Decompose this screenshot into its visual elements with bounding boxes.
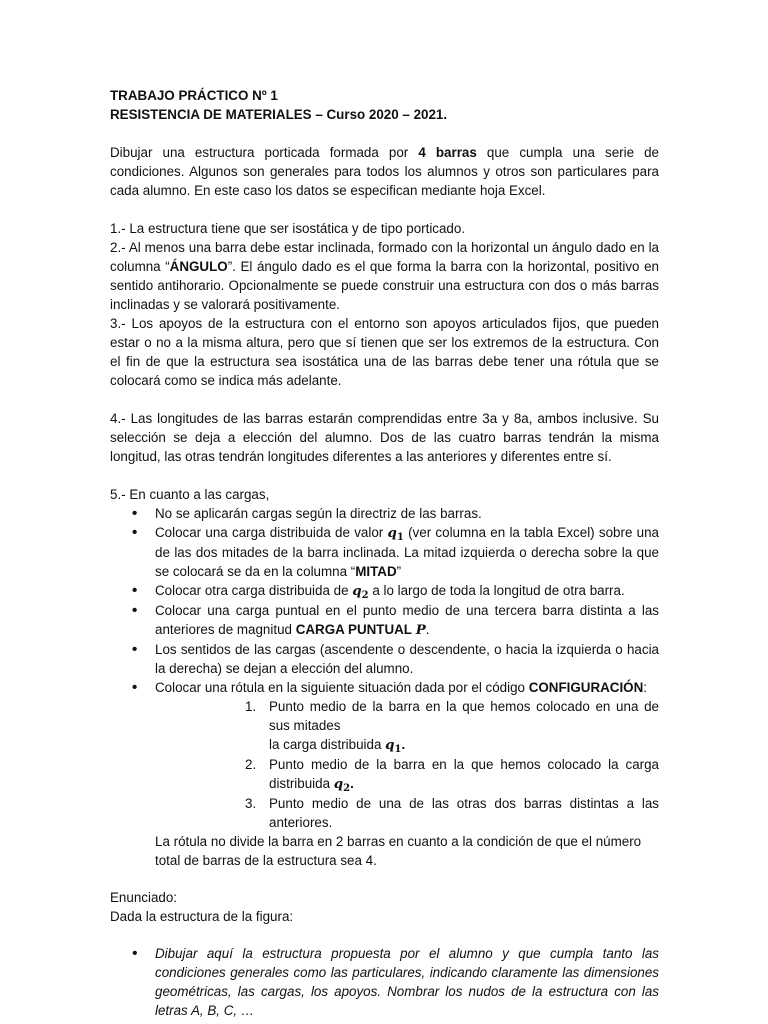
- condition-3: 3.- Los apoyos de la estructura con el entorno son apoyos articulados fijos, que pueden estar o no a la misma altura, pero que sí tienen que ser los extremos de la estructura. Con el fin de que la estructura sea isostática una de las barras debe tener una rótula que se colocará como se indica más adelante.: [110, 316, 659, 388]
- document-subtitle: RESISTENCIA DE MATERIALES – Curso 2020 – 2021.: [110, 107, 448, 122]
- list-item: [110, 581, 659, 601]
- loads-list: [110, 504, 659, 832]
- load-text: Colocar otra carga distribuida de: [155, 583, 353, 598]
- condition-1: 1.- La estructura tiene que ser isostática y de tipo porticado.: [110, 221, 466, 236]
- condition-2: [110, 238, 659, 314]
- list-item: 1. Punto medio de la barra en la que hemos colocado en una de sus mitades la carga distribuida $q_1$.: [245, 699, 659, 755]
- intro-bold: 4 barras: [418, 145, 477, 160]
- load-bold: CARGA PUNTUAL: [295, 622, 412, 637]
- load-text: No se aplicarán cargas según la directriz de las barras.: [155, 506, 482, 521]
- condition-2-bold: ÁNGULO: [169, 259, 228, 274]
- math-q1: $q_1$: [387, 525, 404, 543]
- list-item: [110, 504, 659, 523]
- list-item: 2. Punto medio de la barra en la que hemos colocado la carga distribuida $q_2$.: [245, 757, 659, 794]
- list-item: 3. Punto medio de una de las otras dos barras distintas a las anteriores.: [245, 796, 659, 830]
- condition-4: 4.- Las longitudes de las barras estarán comprendidas entre 3a y 8a, ambos inclusive. Su selección se deja a elección del alumno. Dos de las cuatro barras tendrán la misma longitud, las otras tendrán longitudes diferentes a las anteriores y diferentes entre sí.: [110, 411, 659, 464]
- list-item: • Colocar una carga puntual en el punto medio de una tercera barra distinta a las anteriores de magnitud CARGA PUNTUAL P.: [110, 601, 659, 640]
- math-q2: $q_2$: [333, 776, 351, 794]
- list-item: • Colocar una carga distribuida de valor $q_1$ (ver columna en la tabla Excel) sobre una de las dos mitades de la barra inclinada. La mitad izquierda o derecha sobre la que se colocará se da en la columna “MITAD”: [110, 523, 659, 581]
- condition-2-text: 2.- Al menos una barra debe estar inclinada, formado con la horizontal un ángulo dado en la columna “: [110, 240, 659, 274]
- math-q2: $q_2$: [352, 583, 369, 601]
- load-text: Colocar una carga puntual en el punto medio de una tercera barra distinta a las anteriores de magnitud: [155, 603, 659, 637]
- load-text: Los sentidos de las cargas (ascendente o descendente, o hacia la izquierda o hacia la derecha) se dejan a elección del alumno.: [155, 642, 659, 676]
- list-item: [110, 944, 659, 1020]
- intro-text-cont: que cumpla una serie de condiciones. Algunos son generales para todos los alumnos y otros son particulares para cada alumno. En este caso los datos se especifican mediante hoja Excel.: [110, 145, 659, 198]
- load-bold: MITAD: [355, 564, 397, 579]
- condition-2-text-cont: ”. El ángulo dado es el que forma la barra con la horizontal, positivo en sentido antihorario. Opcionalmente se puede construir una estructura con dos o más barras inclinadas y se valorará positivamente.: [110, 259, 659, 312]
- list-item: • Colocar una rótula en la siguiente situación dada por el código CONFIGURACIÓN: 1. Punto medio de la barra en la que hemos colocado en una de sus mitades la carga distribuida $q_1$. 2. Punto medio de la barra en la que hemos colocado la carga distribuida $q_2$. 3. Punto medio de una de las otras dos barras distintas a las anteriores.: [110, 678, 659, 832]
- instruction-list: [110, 944, 659, 1020]
- load-text: Colocar una carga distribuida de valor: [155, 525, 388, 540]
- document-body: [110, 86, 659, 1020]
- statement-text: Dada la estructura de la figura:: [110, 909, 294, 924]
- condition-5: 5.- En cuanto a las cargas,: [110, 487, 270, 502]
- list-item: [110, 640, 659, 678]
- intro-paragraph: [110, 143, 659, 200]
- document-title: TRABAJO PRÁCTICO Nº 1: [110, 88, 278, 103]
- statement-label: Enunciado:: [110, 890, 178, 905]
- load-bold: CONFIGURACIÓN: [528, 680, 644, 695]
- hinge-options-list: [155, 697, 659, 832]
- instruction-text: Dibujar aquí la estructura propuesta por el alumno y que cumpla tanto las condiciones generales como las particulares, indicando claramente las dimensiones geométricas, las cargas, los apoyos. Nombrar los nudos de la estructura con las letras A, B, C, …: [155, 946, 659, 1018]
- intro-text: Dibujar una estructura porticada formada por: [110, 145, 419, 160]
- load-text: (ver columna en la tabla Excel) sobre una de las dos mitades de la barra inclinada. La mitad izquierda o derecha sobre la que se colocará se da en la columna “: [155, 525, 659, 579]
- hinge-note: La rótula no divide la barra en 2 barras en cuanto a la condición de que el número total de barras de la estructura sea 4.: [155, 834, 642, 868]
- load-text: Colocar una rótula en la siguiente situación dada por el código: [155, 680, 529, 695]
- math-p: P: [415, 622, 426, 638]
- load-text: a lo largo de toda la longitud de otra barra.: [368, 583, 625, 598]
- math-q1: $q_1$: [385, 737, 402, 755]
